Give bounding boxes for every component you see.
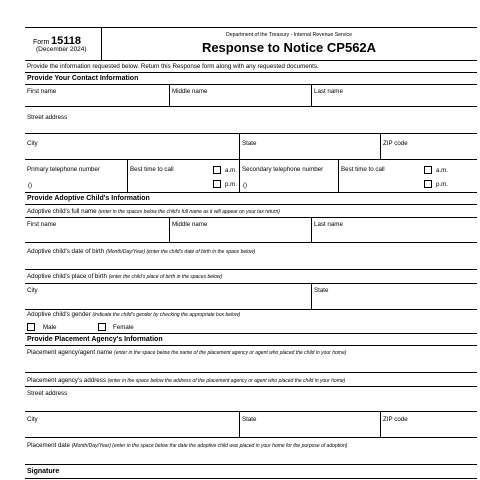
vdiv [338, 159, 339, 192]
child-city-field[interactable] [25, 296, 311, 309]
female-checkbox[interactable] [98, 323, 106, 331]
secondary-phone-label: Secondary telephone number [242, 166, 324, 173]
child-section-heading: Provide Adoptive Child's Information [27, 195, 150, 202]
child-last-name-field[interactable] [312, 230, 477, 242]
secondary-phone-field[interactable] [250, 179, 336, 191]
phone-prefix-2: () [243, 182, 248, 189]
rule [25, 386, 477, 387]
child-dob-field[interactable] [25, 257, 477, 269]
child-state-label: State [314, 287, 329, 294]
child-gender-instruction [27, 312, 240, 318]
phone-prefix: () [28, 182, 33, 189]
contact-middle-name-field[interactable] [170, 95, 311, 106]
rule [25, 345, 477, 346]
placement-date-instruction [27, 443, 347, 449]
form-date: (December 2024) [36, 46, 87, 53]
rule [25, 192, 477, 193]
secondary-pm-checkbox[interactable] [424, 180, 432, 188]
rule [25, 464, 477, 465]
pm-label: p.m. [225, 181, 238, 188]
rule [25, 333, 477, 334]
placement-address-instruction [27, 378, 345, 384]
child-dob-instruction [27, 249, 255, 255]
child-dob-inst: (Month/Day/Year) (enter the child's date of birth in the space below) [105, 249, 256, 255]
city-label: City [27, 140, 38, 147]
child-last-name-label: Last name [314, 221, 343, 228]
placement-agent-field[interactable] [25, 358, 477, 372]
contact-city-field[interactable] [25, 148, 239, 159]
state-label: State [242, 140, 257, 147]
contact-zip-field[interactable] [381, 148, 477, 159]
placement-address-label: Placement agency's address [27, 377, 106, 384]
primary-phone-field[interactable] [35, 179, 125, 191]
placement-street-field[interactable] [25, 399, 477, 411]
vdiv [239, 159, 240, 192]
best-time-label: Best time to call [130, 166, 174, 173]
child-dob-label: Adoptive child's date of birth [27, 248, 105, 255]
rule [25, 372, 477, 373]
rule [25, 72, 477, 73]
child-middle-name-label: Middle name [172, 221, 208, 228]
secondary-am-checkbox[interactable] [424, 166, 432, 174]
child-gender-inst: (indicate the child's gender by checking the appropriate box below) [92, 312, 241, 318]
rule [25, 133, 477, 134]
rule [25, 269, 477, 270]
contact-street-field[interactable] [25, 122, 477, 133]
rule [25, 478, 477, 479]
form-word: Form [33, 39, 50, 46]
child-city-label: City [27, 287, 38, 294]
last-name-label: Last name [314, 88, 343, 95]
street-address-label: Street address [27, 114, 68, 121]
header-bottom-rule [25, 60, 477, 61]
form-number: 15118 [51, 35, 81, 47]
rule [25, 411, 477, 412]
rule [25, 217, 477, 218]
child-full-name-instruction [27, 209, 280, 215]
rule [25, 84, 477, 85]
primary-am-checkbox[interactable] [213, 166, 221, 174]
placement-date-field[interactable] [25, 451, 477, 464]
rule [25, 159, 477, 160]
header-top-rule [25, 27, 477, 28]
agency-name: Department of the Treasury - Internal Revenue Service [225, 32, 352, 38]
rule [25, 283, 477, 284]
primary-pm-checkbox[interactable] [213, 180, 221, 188]
rule [25, 242, 477, 243]
contact-section-heading: Provide Your Contact Information [27, 75, 139, 82]
placement-zip-label: ZIP code [383, 416, 408, 423]
am-label: a.m. [225, 167, 238, 174]
child-pob-inst: (enter the child's place of birth in the spaces below) [108, 274, 223, 280]
placement-street-label: Street address [27, 390, 68, 397]
child-first-name-label: First name [27, 221, 57, 228]
rule [25, 437, 477, 438]
am-label-2: a.m. [436, 167, 449, 174]
signature-section-heading: Signature [27, 468, 60, 475]
placement-state-label: State [242, 416, 257, 423]
placement-date-label: Placement date [27, 442, 70, 449]
contact-last-name-field[interactable] [312, 95, 477, 106]
zip-label: ZIP code [383, 140, 408, 147]
child-gender-label: Adoptive child's gender [27, 311, 91, 318]
placement-city-field[interactable] [25, 424, 239, 437]
best-time-label-2: Best time to call [341, 166, 385, 173]
pm-label-2: p.m. [436, 181, 449, 188]
male-label: Male [43, 324, 57, 331]
child-pob-instruction [27, 274, 222, 280]
page-title: Response to Notice CP562A [201, 40, 377, 55]
rule [25, 309, 477, 310]
contact-first-name-field[interactable] [25, 95, 169, 106]
child-first-name-field[interactable] [25, 230, 169, 242]
placement-agent-instruction [27, 350, 346, 356]
child-middle-name-field[interactable] [170, 230, 311, 242]
female-label: Female [113, 324, 134, 331]
placement-zip-field[interactable] [381, 424, 477, 437]
contact-state-field[interactable] [240, 148, 380, 159]
placement-agent-label: Placement agency/agent name [27, 349, 113, 356]
rule [25, 204, 477, 205]
placement-address-inst: (enter in the space below the address of the placement agency or agent who placed the child in your home) [107, 378, 346, 384]
intro-text: Provide the information requested below. Return this Response form along with any requested documents. [27, 63, 319, 70]
placement-agent-inst: (enter in the space below the name of the placement agency or agent who placed the child in your home) [114, 350, 347, 356]
male-checkbox[interactable] [27, 323, 35, 331]
child-full-name-label: Adoptive child's full name [27, 208, 97, 215]
child-pob-label: Adoptive child's place of birth [27, 273, 107, 280]
middle-name-label: Middle name [172, 88, 208, 95]
placement-section-heading: Provide Placement Agency's Information [27, 336, 163, 343]
child-full-name-inst: (enter in the spaces below the child's full name as it will appear on your tax return) [98, 209, 280, 215]
rule [25, 106, 477, 107]
placement-state-field[interactable] [240, 424, 380, 437]
vdiv [127, 159, 128, 192]
child-state-field[interactable] [312, 296, 477, 309]
placement-city-label: City [27, 416, 38, 423]
placement-date-inst: (Month/Day/Year) (enter in the space below the date the adoptive child was placed in your home for the purpose of adoption) [71, 443, 348, 449]
primary-phone-label: Primary telephone number [27, 166, 100, 173]
first-name-label: First name [27, 88, 57, 95]
